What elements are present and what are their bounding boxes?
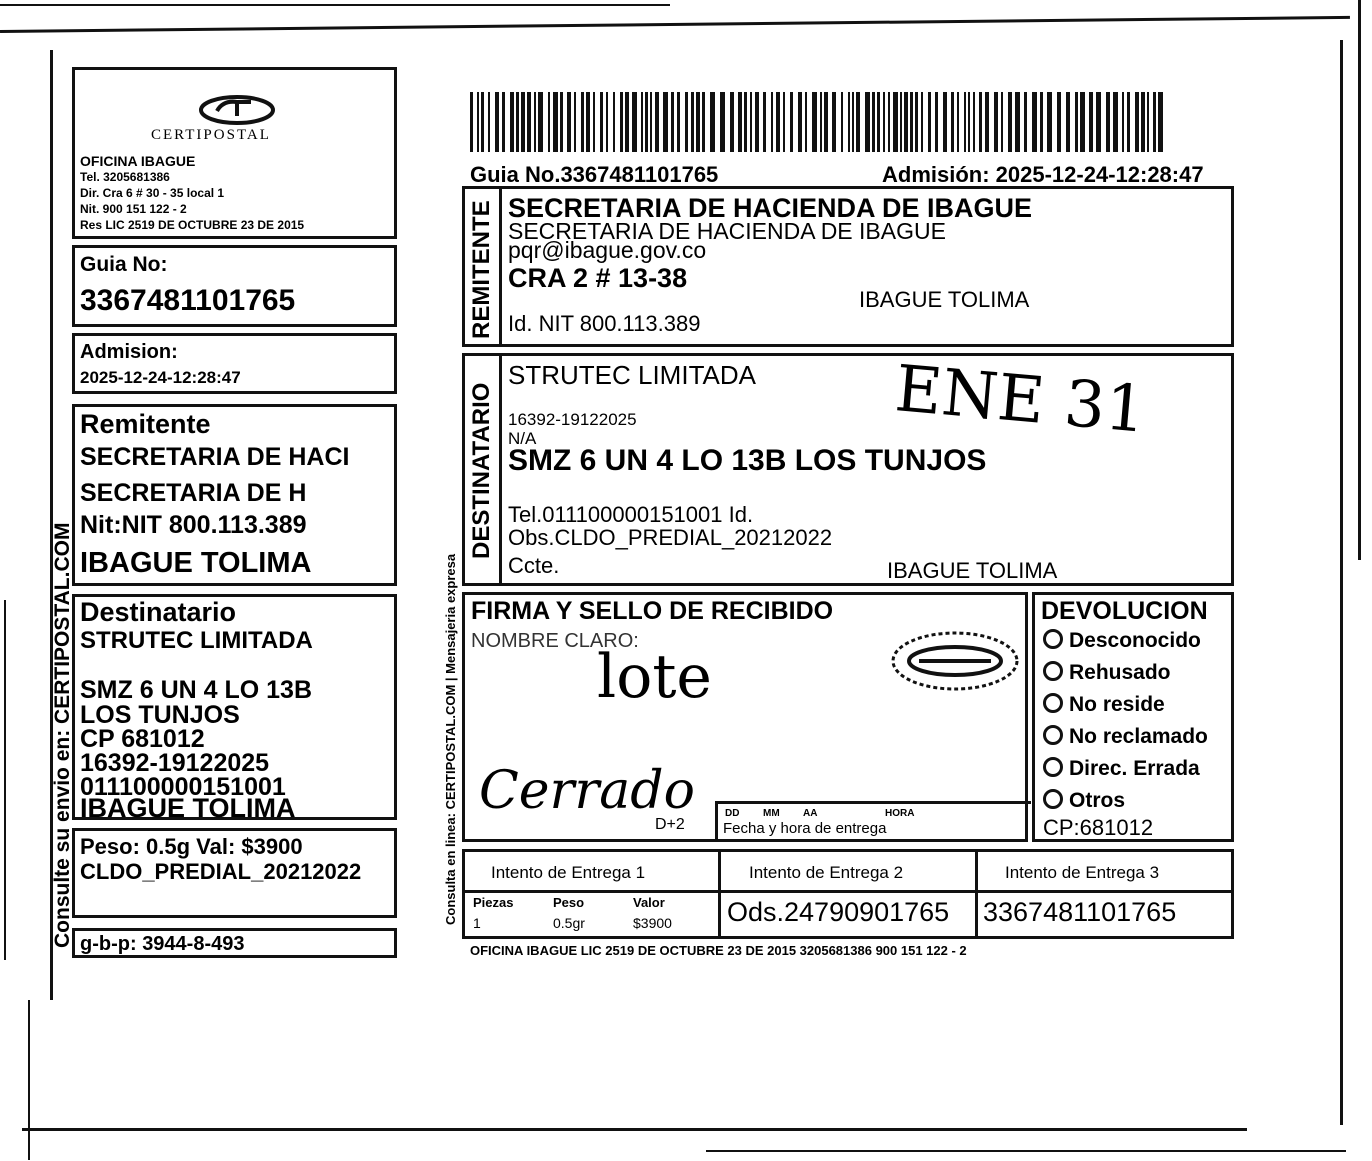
barcode-bar <box>883 92 885 152</box>
barcode-bar <box>650 92 652 152</box>
intento-1: Intento de Entrega 1 <box>491 863 646 882</box>
gbp-value: g-b-p: 3944-8-493 <box>80 933 245 955</box>
barcode-bar <box>910 92 913 152</box>
barcode-bar <box>755 92 759 152</box>
barcode-bar <box>973 92 975 152</box>
barcode-bar <box>798 92 802 152</box>
office-box <box>72 67 397 239</box>
scan-edge-top-left <box>0 4 670 6</box>
barcode-bar <box>841 92 843 152</box>
office-res: Res LIC 2519 DE OCTUBRE 23 DE 2015 <box>80 218 305 232</box>
left-remitente-line2: SECRETARIA DE H <box>80 479 307 507</box>
gbp-box <box>72 928 397 958</box>
barcode-bar <box>805 92 807 152</box>
barcode-bar <box>730 92 734 152</box>
barcode-bar <box>738 92 742 152</box>
devolucion-title: DEVOLUCION <box>1041 597 1208 625</box>
barcode-bar <box>534 92 536 152</box>
barcode-bar <box>477 92 479 152</box>
brand-name: CERTIPOSTAL <box>151 127 271 143</box>
left-remitente-box <box>72 404 397 586</box>
scan-edge-left-outer <box>4 600 6 960</box>
firma-block <box>462 592 1028 842</box>
barcode-bar <box>832 92 836 152</box>
barcode-bar <box>560 92 563 152</box>
barcode-bar <box>893 92 898 152</box>
barcode-bar <box>744 92 747 152</box>
office-dir: Dir. Cra 6 # 30 - 35 local 1 <box>80 186 225 200</box>
barcode-bar <box>710 92 715 152</box>
left-destinatario-box <box>72 594 397 823</box>
left-remitente-nit: Nit:NIT 800.113.389 <box>80 511 307 539</box>
barcode-bar <box>663 92 668 152</box>
barcode-bar <box>620 92 623 152</box>
fecha-dd: DD <box>725 808 740 819</box>
barcode-bar <box>1122 92 1124 152</box>
fecha-hora: HORA <box>885 808 915 819</box>
remitente-block <box>462 186 1234 347</box>
office-name: OFICINA IBAGUE <box>80 153 196 169</box>
barcode-bar <box>1153 92 1156 152</box>
remitente-sub: SECRETARIA DE HACIENDA DE IBAGUE <box>508 218 946 244</box>
peso-value-r: 0.5gr <box>553 915 585 931</box>
barcode-bar <box>606 92 608 152</box>
scan-edge-right-outer <box>1358 0 1361 560</box>
remitente-title: SECRETARIA DE HACIENDA DE IBAGUE <box>508 193 1033 223</box>
radio-icon[interactable] <box>1043 661 1063 681</box>
barcode-bar <box>824 92 828 152</box>
left-remitente-city: IBAGUE TOLIMA <box>80 547 312 579</box>
barcode-bar <box>783 92 785 152</box>
scan-edge-bottom-right <box>706 1150 1346 1152</box>
destinatario-block <box>462 353 1234 586</box>
remitente-label: REMITENTE <box>468 200 495 339</box>
barcode-bar <box>538 92 543 152</box>
barcode-bar <box>632 92 637 152</box>
barcode-bar <box>1066 92 1070 152</box>
barcode-bar <box>812 92 817 152</box>
radio-icon[interactable] <box>1043 629 1063 649</box>
barcode-bar <box>1008 92 1012 152</box>
fecha-label: Fecha y hora de entrega <box>723 820 887 837</box>
destinatario-obs: Obs.CLDO_PREDIAL_20212022 <box>508 525 833 550</box>
barcode-bar <box>1015 92 1020 152</box>
barcode-bar <box>586 92 590 152</box>
destinatario-tel: Tel.011100000151001 Id. <box>508 502 754 527</box>
devolucion-cp: CP:681012 <box>1043 815 1154 840</box>
barcode-bar <box>935 92 938 152</box>
guia-box <box>72 245 397 327</box>
destinatario-name: STRUTEC LIMITADA <box>508 360 756 390</box>
barcode-bar <box>1032 92 1037 152</box>
admision-box <box>72 333 397 394</box>
scan-edge-right <box>1340 40 1343 1125</box>
barcode-bar <box>481 92 484 152</box>
barcode-bar <box>574 92 576 152</box>
destinatario-divider <box>499 356 502 583</box>
barcode-bar <box>1001 92 1003 152</box>
barcode-bar <box>848 92 850 152</box>
fecha-aa: AA <box>803 808 818 819</box>
peso-value: Peso: 0.5g Val: $3900 <box>80 834 303 859</box>
destinatario-city: IBAGUE TOLIMA <box>887 558 1058 583</box>
barcode-bar <box>1089 92 1093 152</box>
intentos-hline <box>465 890 1231 893</box>
barcode-bar <box>655 92 659 152</box>
radio-icon[interactable] <box>1043 789 1063 809</box>
barcode-bar <box>470 92 473 152</box>
barcode-bar <box>928 92 931 152</box>
destinatario-na: N/A <box>508 429 537 448</box>
left-destinatario-addr1: SMZ 6 UN 4 LO 13B <box>80 676 312 704</box>
option-no-reclamado[interactable]: No reclamado <box>1043 725 1208 757</box>
remitente-id: Id. NIT 800.113.389 <box>508 311 701 336</box>
barcode-bar <box>904 92 908 152</box>
admision-label: Admision: <box>80 341 178 363</box>
barcode-bar <box>645 92 648 152</box>
barcode-bar <box>613 92 615 152</box>
barcode-bar <box>671 92 674 152</box>
left-destinatario-city: IBAGUE TOLIMA <box>80 793 296 823</box>
barcode-bar <box>750 92 752 152</box>
barcode-bar <box>720 92 725 152</box>
barcode-bar <box>510 92 514 152</box>
barcode-bar <box>553 92 558 152</box>
destinatario-ccte: Ccte. <box>508 553 560 578</box>
barcode-bar <box>593 92 595 152</box>
valor-value: $3900 <box>633 915 672 931</box>
peso-label: Peso <box>553 895 585 910</box>
barcode-bar <box>900 92 902 152</box>
barcode-bar <box>820 92 822 152</box>
footer-text: OFICINA IBAGUE LIC 2519 DE OCTUBRE 23 DE 2015 3205681386 900 151 122 - 2 <box>470 943 967 958</box>
barcode-bar <box>872 92 875 152</box>
firma-hand-name: lote <box>597 642 712 712</box>
barcode-bar <box>641 92 643 152</box>
barcode-bar <box>951 92 954 152</box>
obs-value: CLDO_PREDIAL_20212022 <box>80 859 362 884</box>
guia-header: Guia No.3367481101765 <box>470 162 719 187</box>
destinatario-label: DESTINATARIO <box>468 382 495 559</box>
scan-edge-top <box>0 16 1350 33</box>
barcode-bar <box>1080 92 1085 152</box>
barcode-bar <box>600 92 603 152</box>
barcode-bar <box>685 92 688 152</box>
barcode-bar <box>567 92 571 152</box>
barcode-bar <box>1096 92 1101 152</box>
barcode-bar <box>852 92 854 152</box>
firma-title: FIRMA Y SELLO DE RECIBIDO <box>471 597 834 625</box>
option-otros[interactable]: Otros <box>1043 789 1208 821</box>
barcode-bar <box>702 92 705 152</box>
barcode-bar <box>1127 92 1130 152</box>
office-nit: Nit. 900 151 122 - 2 <box>80 202 187 216</box>
barcode-bar <box>968 92 970 152</box>
barcode-bar <box>888 92 890 152</box>
barcode-bar <box>1057 92 1061 152</box>
barcode-bar <box>1075 92 1078 152</box>
left-destinatario-name: STRUTEC LIMITADA <box>80 627 313 654</box>
intento-guia: 3367481101765 <box>983 897 1177 927</box>
barcode-bar <box>527 92 531 152</box>
certipostal-logo <box>193 84 313 154</box>
barcode-bar <box>856 92 860 152</box>
barcode-bar <box>495 92 499 152</box>
intento-2: Intento de Entrega 2 <box>749 863 904 882</box>
barcode-bar <box>1113 92 1118 152</box>
barcode-bar <box>957 92 959 152</box>
piezas-label: Piezas <box>473 895 514 910</box>
barcode-bar <box>994 92 998 152</box>
barcode-bar <box>691 92 694 152</box>
barcode-bar <box>625 92 629 152</box>
recibido-stamp <box>885 623 1025 703</box>
remitente-addr: CRA 2 # 13-38 <box>508 263 688 293</box>
scan-edge-left-bottom <box>28 1000 30 1160</box>
barcode-bar <box>1158 92 1163 152</box>
left-destinatario-cp: CP 681012 <box>80 725 205 753</box>
guia-label: Guia No: <box>80 253 168 276</box>
radio-icon[interactable] <box>1043 725 1063 745</box>
intento-3: Intento de Entrega 3 <box>1005 863 1160 882</box>
barcode-bar <box>964 92 966 152</box>
intentos-vline-1 <box>718 852 721 936</box>
remitente-email: pqr@ibague.gov.co <box>508 237 707 263</box>
office-tel: Tel. 3205681386 <box>80 170 170 184</box>
barcode-bar <box>790 92 793 152</box>
barcode-bar <box>677 92 680 152</box>
left-destinatario-addr2: LOS TUNJOS <box>80 701 240 729</box>
barcode-bar <box>865 92 870 152</box>
option-direc-errada[interactable]: Direc. Errada <box>1043 757 1208 789</box>
left-destinatario-tel: 011100000151001 <box>80 773 286 801</box>
intentos-vline-2 <box>975 852 978 936</box>
destinatario-ref: 16392-19122025 <box>508 410 637 429</box>
left-remitente-line1: SECRETARIA DE HACI <box>80 443 350 471</box>
radio-icon[interactable] <box>1043 757 1063 777</box>
barcode-bar <box>1040 92 1043 152</box>
option-rehusado[interactable]: Rehusado <box>1043 661 1208 693</box>
ods-value: Ods.24790901765 <box>727 897 950 927</box>
barcode-bar <box>521 92 525 152</box>
left-side-text: Consulte su envio en: CERTIPOSTAL.COM <box>51 522 74 948</box>
devolucion-options <box>1043 629 1208 821</box>
valor-label: Valor <box>633 895 665 910</box>
barcode-bar <box>502 92 505 152</box>
barcode-bar <box>581 92 584 152</box>
option-no-reside[interactable]: No reside <box>1043 693 1208 725</box>
barcode-bar <box>548 92 550 152</box>
fecha-mm: MM <box>763 808 780 819</box>
barcode <box>470 92 1166 152</box>
firma-hand-signature: Cerrado <box>479 761 695 821</box>
barcode-bar <box>1106 92 1110 152</box>
barcode-bar <box>776 92 780 152</box>
barcode-bar <box>488 92 490 152</box>
barcode-bar <box>1135 92 1139 152</box>
barcode-bar <box>943 92 947 152</box>
barcode-bar <box>877 92 880 152</box>
admision-date: 2025-12-24-12:28:47 <box>80 368 241 387</box>
right-side-text: Consulta en linea: CERTIPOSTAL.COM | Mensajeria expresa <box>443 553 458 925</box>
intentos-block <box>462 849 1234 939</box>
remitente-city: IBAGUE TOLIMA <box>859 287 1030 312</box>
barcode-bar <box>1141 92 1145 152</box>
barcode-bar <box>1047 92 1052 152</box>
firma-nombre: NOMBRE CLARO: <box>471 630 639 652</box>
peso-box <box>72 828 397 918</box>
barcode-bar <box>763 92 766 152</box>
scan-edge-bottom <box>22 1128 1247 1131</box>
admision-header: Admisión: 2025-12-24-12:28:47 <box>882 162 1204 187</box>
barcode-bar <box>979 92 982 152</box>
barcode-bar <box>771 92 773 152</box>
left-destinatario-title: Destinatario <box>80 597 237 627</box>
barcode-bar <box>516 92 519 152</box>
option-desconocido[interactable]: Desconocido <box>1043 629 1208 661</box>
remitente-divider <box>499 189 502 344</box>
handwritten-date: ENE 31 <box>892 352 1149 448</box>
barcode-bar <box>915 92 918 152</box>
firma-d2: D+2 <box>655 816 685 833</box>
left-remitente-title: Remitente <box>80 409 211 439</box>
radio-icon[interactable] <box>1043 693 1063 713</box>
barcode-bar <box>1147 92 1149 152</box>
barcode-bar <box>921 92 923 152</box>
destinatario-addr: SMZ 6 UN 4 LO 13B LOS TUNJOS <box>508 444 987 477</box>
piezas-value: 1 <box>473 915 481 931</box>
barcode-bar <box>1024 92 1027 152</box>
barcode-bar <box>985 92 989 152</box>
left-destinatario-ref: 16392-19122025 <box>80 749 270 777</box>
guia-number: 3367481101765 <box>80 284 296 317</box>
devolucion-block <box>1032 592 1234 842</box>
barcode-bar <box>696 92 700 152</box>
